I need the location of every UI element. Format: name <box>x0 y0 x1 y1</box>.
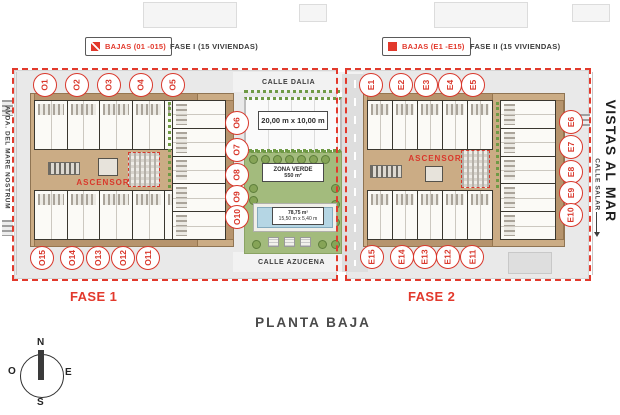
unit-label: E2 <box>396 79 406 91</box>
cropped-plan-fragment <box>572 4 610 22</box>
unit-circle-e10 <box>559 203 583 227</box>
unit-row-fase2-bottom <box>367 190 493 240</box>
unit-circle-o7 <box>225 138 249 162</box>
apartment-unit <box>173 184 225 211</box>
legend-fase2-title: FASE II (15 VIVIENDAS) <box>470 42 561 51</box>
legend-fase1-title: FASE I (15 VIVIENDAS) <box>170 42 258 51</box>
unit-label: E12 <box>443 249 453 265</box>
compass-south-label: S <box>37 397 44 408</box>
fase1-label: FASE 1 <box>70 289 118 304</box>
cropped-plan-fragment <box>299 4 327 22</box>
curb-line <box>16 72 17 275</box>
apartment-unit <box>501 157 555 184</box>
vistas-al-mar-label: VISTAS AL MAR <box>603 99 619 223</box>
unit-label: E6 <box>566 116 576 128</box>
unit-circle-e1 <box>359 73 383 97</box>
unit-label: O2 <box>72 79 82 91</box>
unit-circle-e7 <box>559 135 583 159</box>
cropped-plan-fragment <box>434 2 528 28</box>
unit-label: E8 <box>566 166 576 178</box>
unit-label: O6 <box>232 117 242 129</box>
ascensor-label-fase1: ASCENSOR <box>76 178 130 187</box>
apartment-unit <box>501 101 555 128</box>
cropped-plan-fragment <box>143 2 237 28</box>
sunbed-icon <box>284 237 295 247</box>
tree-icon <box>249 155 258 164</box>
apartment-unit <box>100 101 132 149</box>
unit-circle-e11 <box>460 245 484 269</box>
unit-circle-e4 <box>438 73 462 97</box>
tree-icon <box>249 184 258 193</box>
unit-label: E7 <box>566 141 576 153</box>
apartment-unit <box>468 101 492 149</box>
unit-circle-o10 <box>225 205 249 229</box>
bajas-fase1-swatch-icon <box>91 42 100 51</box>
unit-label: O14 <box>66 249 77 267</box>
unit-circle-o15 <box>30 246 54 270</box>
unit-label: O7 <box>232 144 242 156</box>
apartment-unit <box>468 191 492 239</box>
unit-label: E13 <box>420 249 430 265</box>
apartment-unit <box>133 101 165 149</box>
apartment-unit <box>501 184 555 211</box>
apartment-unit <box>443 101 467 149</box>
unit-label: O10 <box>231 208 242 226</box>
unit-label: O12 <box>117 249 128 267</box>
tree-icon <box>331 184 340 193</box>
ascensor-label-fase2: ASCENSOR <box>408 154 462 163</box>
unit-circle-e9 <box>559 181 583 205</box>
unit-circle-e14 <box>390 245 414 269</box>
zona-verde-area: 550 m² <box>284 172 302 179</box>
unit-label: E14 <box>397 249 407 265</box>
stair-core <box>98 158 118 176</box>
hedge-row <box>244 90 340 93</box>
compass-east-label: E <box>65 367 72 378</box>
unit-label: O3 <box>104 79 114 91</box>
stairs <box>370 165 402 178</box>
sunbed-icon <box>268 237 279 247</box>
calle-dalia-label: CALLE DALIA <box>262 79 316 86</box>
apartment-unit <box>173 212 225 239</box>
apartment-unit <box>100 191 132 239</box>
road-lane-line <box>354 80 356 266</box>
curb-corner <box>508 252 552 274</box>
court-dimensions-label: 20,00 m x 10,00 m <box>261 116 325 125</box>
apartment-unit <box>393 101 417 149</box>
apartment-unit <box>68 101 100 149</box>
stairs <box>48 162 80 175</box>
legend-fase1-box <box>85 37 172 56</box>
unit-label: O15 <box>36 249 47 267</box>
pool-dimensions-box <box>272 207 324 225</box>
unit-label: E5 <box>468 79 478 91</box>
compass-west-label: O <box>8 366 16 377</box>
compass-north-label: N <box>37 337 45 348</box>
unit-circle-o6 <box>225 111 249 135</box>
apartment-unit <box>35 101 67 149</box>
unit-circle-o8 <box>225 163 249 187</box>
apartment-unit <box>418 191 442 239</box>
unit-label: O4 <box>136 79 146 91</box>
unit-label: O5 <box>168 79 178 91</box>
pool-dimensions-label: 15,50 m x 5,40 m <box>278 216 318 222</box>
unit-label: O11 <box>142 250 153 266</box>
unit-row-fase2-top <box>367 100 493 150</box>
apartment-unit <box>418 101 442 149</box>
apartment-unit <box>443 191 467 239</box>
unit-column-fase1-right <box>172 100 226 240</box>
apartment-unit <box>393 191 417 239</box>
apartment-unit <box>173 157 225 184</box>
unit-label: E9 <box>566 187 576 199</box>
apartment-unit <box>368 191 392 239</box>
unit-circle-o4 <box>129 73 153 97</box>
unit-circle-o2 <box>65 73 89 97</box>
apartment-unit <box>501 212 555 239</box>
arrow-down-icon <box>594 232 600 237</box>
apartment-unit <box>368 101 392 149</box>
zona-verde-name: ZONA VERDE <box>273 166 313 173</box>
hedge-row <box>168 102 171 188</box>
unit-circle-o12 <box>111 246 135 270</box>
unit-circle-e13 <box>413 245 437 269</box>
unit-label: O9 <box>232 191 242 203</box>
apartment-unit <box>35 191 67 239</box>
bajas-fase2-swatch-icon <box>388 42 397 51</box>
unit-circle-o14 <box>60 246 84 270</box>
unit-circle-o5 <box>161 73 185 97</box>
tree-icon <box>331 240 340 249</box>
unit-label: E1 <box>366 79 376 91</box>
unit-circle-o13 <box>86 246 110 270</box>
court-dimensions-box <box>258 111 328 130</box>
plan-title: PLANTA BAJA <box>255 315 371 330</box>
unit-label: E11 <box>467 249 477 265</box>
apartment-unit <box>173 101 225 128</box>
unit-column-fase2-right <box>500 100 556 240</box>
unit-circle-o11 <box>136 246 160 270</box>
fase2-label: FASE 2 <box>408 289 456 304</box>
avda-mare-nostrum-label: AVDA. DEL MARE NOSTRUM <box>3 105 11 210</box>
unit-circle-e2 <box>389 73 413 97</box>
legend-fase2-box <box>382 37 471 56</box>
unit-label: E3 <box>421 79 431 91</box>
unit-circle-e5 <box>461 73 485 97</box>
legend-fase1-swatch-label: BAJAS (01 -015) <box>105 42 166 51</box>
unit-circle-e3 <box>414 73 438 97</box>
unit-label: E4 <box>445 79 455 91</box>
stair-core <box>425 166 443 182</box>
unit-circle-o3 <box>97 73 121 97</box>
unit-label: O1 <box>40 79 50 91</box>
unit-circle-e12 <box>436 245 460 269</box>
unit-label: E10 <box>566 207 576 223</box>
unit-circle-o1 <box>33 73 57 97</box>
sunbed-icon <box>300 237 311 247</box>
hedge-row <box>244 150 340 153</box>
unit-circle-e6 <box>559 110 583 134</box>
hedge-row <box>496 102 499 188</box>
legend-fase2-swatch-label: BAJAS (E1 -E15) <box>402 42 465 51</box>
unit-label: E15 <box>367 249 377 265</box>
unit-label: O8 <box>232 169 242 181</box>
apartment-unit <box>173 129 225 156</box>
apartment-unit <box>68 191 100 239</box>
unit-label: O13 <box>92 249 103 267</box>
unit-circle-e15 <box>360 245 384 269</box>
compass-needle-icon <box>38 350 44 380</box>
calle-azucena-label: CALLE AZUCENA <box>258 259 326 266</box>
calle-salar-label: CALLE SALAR <box>593 158 601 211</box>
pool-area-label: 78,75 m² <box>287 210 308 216</box>
tree-icon <box>252 240 261 249</box>
zona-verde-box <box>262 163 324 182</box>
tree-icon <box>318 240 327 249</box>
apartment-unit <box>133 191 165 239</box>
apartment-unit <box>501 129 555 156</box>
